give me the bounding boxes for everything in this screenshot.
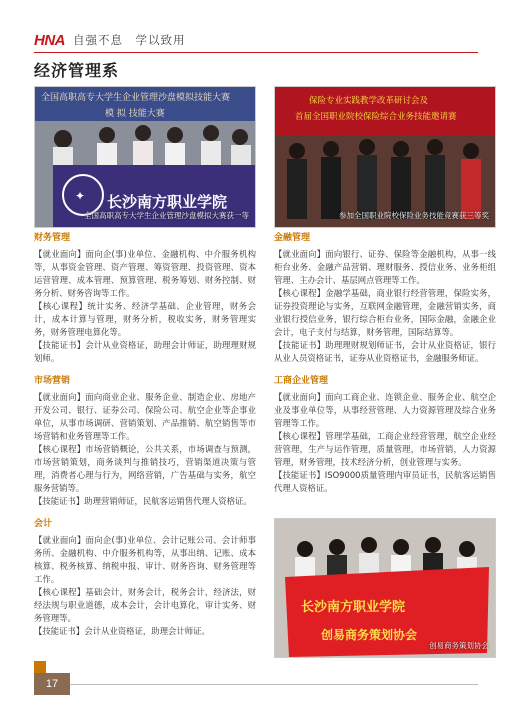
photo-caption-left: 全国高职高专大学生企业管理沙盘模拟大赛获一等 [84, 211, 249, 220]
page-number: 17 [34, 673, 70, 695]
section-business-management [274, 375, 496, 495]
section-paragraph: 【就业面向】面向商业企业、服务企业、制造企业、房地产开发公司、银行、证券公司、保险公司、航空企业等企事业单位，从事市场调研、营销策划、产品推销、航空销售等市场营销和业务管理等工作。 [34, 392, 256, 441]
section-paragraph: 【就业面向】面向企(事)业单位、金融机构、中介服务机构等，从事资金管理、资产管理、筹资管理、投资管理、资本运营管理、成本管理、预算管理、税务筹划、财务控制、财务分析、财务咨询等工作。 [34, 249, 256, 298]
page-header [34, 30, 186, 50]
section-paragraph: 【技能证书】助理营销师证，民航客运销售代理人资格证。 [34, 496, 252, 506]
footer-divider [70, 684, 478, 685]
header-motto: 自强不息 学以致用 [73, 33, 186, 47]
hna-logo: HNA [34, 31, 65, 49]
right-column [274, 232, 496, 505]
section-title: 市场营销 [34, 376, 71, 386]
competition-photo-right-top [274, 86, 496, 228]
section-title: 金融管理 [274, 233, 311, 243]
section-accounting [34, 518, 256, 638]
competition-photo-right-top-image [275, 87, 496, 228]
flag-school-text: 长沙南方职业学院 [301, 600, 406, 615]
section-paragraph: 【技能证书】ISO9000质量管理内审员证书，民航客运销售代理人资格证。 [274, 470, 496, 493]
association-photo [274, 518, 496, 658]
section-paragraph: 【核心课程】市场营销概论，公共关系，市场调查与预测，市场营销策划，商务谈判与推销技巧，营销渠道决策与管理，消费者心理与行为，网络营销，广告基础与实务，航空服务营销等。 [34, 444, 256, 493]
page-title: 经济管理系 [34, 61, 120, 80]
section-title: 工商企业管理 [274, 376, 329, 386]
section-paragraph: 【就业面向】面向银行、证券、保险等金融机构，从事一线柜台业务、金融产品营销、理财服务、授信业务、业务柜组管理、主办会计、基层网点管理等工作。 [274, 249, 496, 285]
competition-photo-left-image [35, 87, 256, 228]
header-divider [34, 52, 478, 53]
section-paragraph: 【就业面向】面向企(事)业单位、会计记账公司、会计师事务所、金融机构、中介服务机构等，从事出纳、记账、成本核算、税务核算、纳税申报、审计、财务咨询、财务管理等工作。 [34, 535, 256, 584]
section-paragraph: 【核心课程】金融学基础，商业银行经营管理，保险实务，证券投资理论与实务，互联网金融管理，金融营销实务，商业银行授信业务，银行综合柜台业务，国际金融，金融企业会计，电子支付与结算，财务管理，国际结算等。 [274, 288, 496, 337]
section-paragraph: 【核心课程】基础会计，财务会计，税务会计，经济法，财经法规与职业道德，成本会计，会计电算化，审计实务、财务管理等。 [34, 587, 256, 623]
section-title: 财务管理 [34, 233, 71, 243]
flag-association-text: 创易商务策划协会 [321, 628, 418, 642]
photo-banner2-text: 首届全国职业院校保险综合业务技能邀请赛 [295, 112, 457, 122]
page-number-accent [34, 661, 46, 673]
section-finance-management [34, 232, 256, 365]
section-financial-management [274, 232, 496, 365]
section-paragraph: 【技能证书】会计从业资格证，助理会计师证。 [34, 626, 210, 636]
svg-text:模 拟 技能大赛: 模 拟 技能大赛 [105, 109, 165, 119]
section-paragraph: 【核心课程】管理学基础，工商企业经营管理，航空企业经营管理，生产与运作管理，质量管理，市场营销，人力资源管理，财务管理，技术经济分析，创业管理与实务。 [274, 431, 496, 467]
photo-caption-right-bottom: 创易商务策划协会 [429, 641, 489, 650]
section-marketing [34, 375, 256, 508]
left-column [34, 232, 256, 648]
section-paragraph: 【就业面向】面向工商企业、连锁企业、服务企业、航空企业及事业单位等，从事经营管理、人力资源管理及综合业务管理等工作。 [274, 392, 496, 428]
photo-flag-text: 长沙南方职业学院 [107, 193, 228, 211]
photo-caption-right-top: 参加全国职业院校保险业务技能竞赛获三等奖 [339, 211, 489, 220]
section-paragraph: 【技能证书】会计从业资格证，助理会计师证，助理理财规划师。 [34, 340, 256, 363]
association-photo-image [275, 519, 496, 658]
competition-photo-left [34, 86, 256, 228]
section-paragraph: 【技能证书】助理理财规划师证书，会计从业资格证，银行从业人员资格证书，证券从业资格证书，金融服务师证。 [274, 340, 496, 363]
section-title: 会计 [34, 519, 53, 529]
section-paragraph: 【核心课程】统计实务、经济学基础、企业管理，财务会计，成本计算与管理，财务分析，税收实务，财务管理实务，财务管理电算化等。 [34, 301, 256, 337]
photo-banner-text: 全国高职高专大学生企业管理沙盘模拟技能大赛 [41, 93, 231, 103]
svg-text:✦: ✦ [75, 189, 86, 203]
photo-banner1-text: 保险专业实践教学改革研讨会及 [309, 96, 429, 106]
